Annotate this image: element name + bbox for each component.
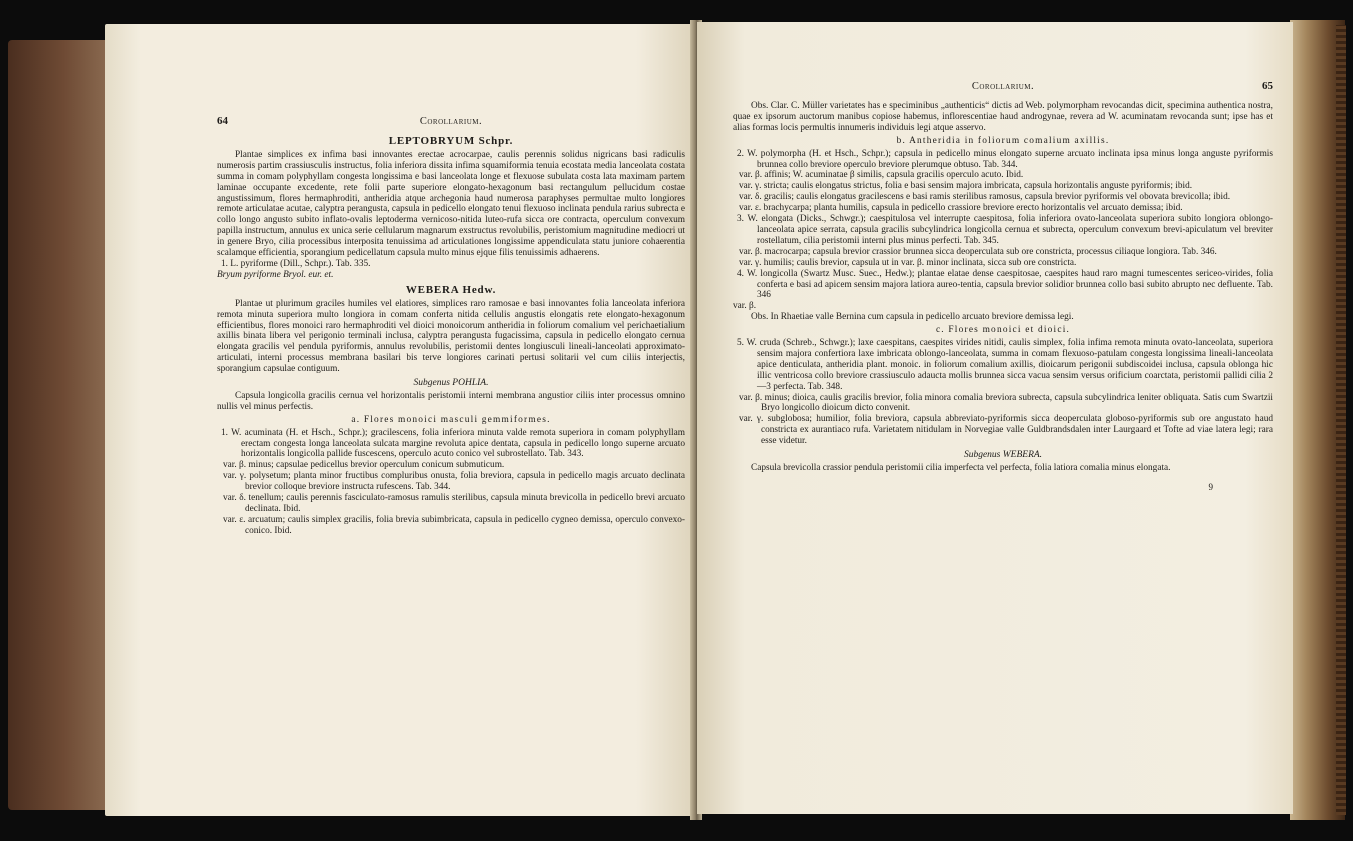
webera-description: Plantae ut plurimum graciles humiles vel elatiores, simplices raro ramosae e basi innovantes folia lanceolata inferiora remota minuta superiora multo longiora in comam conferta nitida cellulis angustis elongatis rete elongato-hexagonum efficientibus, flores monoici raro hermaphroditi vel dioici monoicorum antheridia in foliorum comalium vel perichaetialium axillis binata libera vel perigonio terminali inclusa, calyptra perangusta fugacissima, capsula in pedicello elongato cernua elongata gracilis vel pendula pyriformis, annulus revolubilis, peristomii dentes longiusculi lineali-lanceolati approximato-articulati, interni processus membrana basilari bis terve longiores carinati pertusi solitarii vel cum ciliis interjectis, sporangium capsulae contiguum. <box>217 298 685 375</box>
section-c-heading: c. Flores monoici et dioici. <box>935 325 1071 336</box>
left-page <box>105 24 695 816</box>
species-w-elongata: 3. W. elongata (Dicks., Schwgr.); caespitulosa vel interrupte caespitosa, folia inferiora ovato-lanceolata superiora subito longiora oblongo-lanceolata apice serrata, capsula gracilis subcylindrica longicolla cernua et subrecta, operculum convexum brevi-apiculatum vel breviter rostellatum, cilia peristomii interni plus minus perfecti. Tab. 345. <box>737 214 1273 246</box>
species-synonym: Bryum pyriforme Bryol. eur. et. <box>217 269 334 280</box>
variety-gamma-humilis: var. γ. humilis; caulis brevior, capsula ut in var. β. minor inclinata, sicca sub ore constricta. <box>739 257 1077 268</box>
webera-subgenus-description: Capsula brevicolla crassior pendula peristomii cilia imperfecta vel perfecta, folia latiora comalia minus elongata. <box>751 463 1171 473</box>
leptobryum-description: Plantae simplices ex infima basi innovantes erectae acrocarpae, caulis perennis solidus nigricans basi radiculis numerosis partim crassiusculis instructus, folia inferiora dissita infima squamiformia tenuia ecostata media lanceolata costata summa in comam polyphyllam congesta longissima e basi lanceolata longe et flexuose subulata costa lata maximam partem laminae occupante excedente, rete folii parte superiore elongato-hexagonum basi rectangulum pellucidum costae angustissimum, flores hermaphroditi, antheridia atque archegonia haud numerosa paraphyses permultae multo longiores remote articulatae acutae, calyptra perangusta, capsula in pedicello elongato tenui flexuoso inclinata pendula rarius subrecta e collo longo angusto subito inflato-ovalis leptoderma vernicoso-nitida luteo-rufa sicca ore contracta, operculum convexum papilla instructum, annulus ex unica serie cellularum magnarum exstructus revolubilis, peristomium magnitudine mediocri ut in genere Bryo, cilia processibus interposita tenuissima ad articulationes longissime appendiculata statu juniore cohaerentia scalamque efficientia, sporangium pedicellatum capsula multo minus ejque filis tenuissimis adhaerens. <box>217 149 685 259</box>
variety-beta-macrocarpa: var. β. macrocarpa; capsula brevior crassior brunnea sicca deoperculata sub ore constricta, processus ciliaque longiora. Tab. 346. <box>739 246 1217 257</box>
variety-delta-gracilis: var. δ. gracilis; caulis elongatus gracilescens e basi ramis sterilibus ramosus, capsula brevior pyriformis vel obovata brevicolla; ibid. <box>739 192 1231 203</box>
observation-bernina: Obs. In Rhaetiae valle Bernina cum capsula in pedicello arcuato breviore demissa legi. <box>751 312 1074 323</box>
variety-beta-minus: var. β. minus; capsulae pedicellus brevior operculum conicum submuticum. <box>223 460 505 471</box>
right-page-text <box>733 81 1273 493</box>
left-page-text <box>217 116 685 537</box>
species-w-polymorpha: 2. W. polymorpha (H. et Hsch., Schpr.); capsula in pedicello minus elongato superne arcuato inclinata ipsa minus longa anguste pyriformis brunnea collo breviore operculo breviore plerumque obtuso. Tab. 344. <box>737 148 1273 170</box>
variety-delta-tenellum: var. δ. tenellum; caulis perennis fasciculato-ramosus ramulis sterilibus, capsula minuta brevicolla in pedicello brevi arcuato declinata. Ibid. <box>223 493 685 514</box>
variety-beta-longicolla: var. β. <box>733 301 757 312</box>
right-running-head <box>733 81 1273 95</box>
species-w-longicolla: 4. W. longicolla (Swartz Musc. Suec., Hedw.); plantae elatae dense caespitosae, caespites haud raro magni tumescentes sericeo-virides, folia conferta e basi ad apicem sensim majora latiora aureo-tentia, capsula brevior solidior brunnea collo basi subito abrupto nec defluente. Tab. 346 <box>737 268 1273 301</box>
observation-muller: Obs. Clar. C. Müller varietates has e speciminibus „authenticis“ dictis ad Web. polymorpham revocandas dicit, specimina authentica nostra, quae ex ipsorum auctorum manibus copiose habemus, inflorescentiae haud androgynae, revera ad W. acuminatam revocanda sunt; ipse has et alias formas locis permultis innumeris individuis legi atque asservo. <box>733 101 1273 133</box>
variety-gamma-subglobosa: var. γ. subglobosa; humilior, folia breviora, capsula abbreviato-pyriformis sicca deoperculata globoso-pyriformis sub ore angustato haud constricta ex aurantiaco rufa. Varietatem nitidulam in Norvegiae valle Guldbrandsdalen inter Laurgaard et Tofte ad viae latera legi; rara esse videtur. <box>739 414 1273 447</box>
right-page <box>697 22 1293 814</box>
species-w-acuminata: 1. W. acuminata (H. et Hsch., Schpr.); gracilescens, folia inferiora minuta valde remota superiora in comam polyphyllam erectam congesta longa lanceolata sulcata margine revoluta apice dentata, capsula in pedicello longo superne arcuato horizontalis longicolla pallide fuscescens, operculo acuto conico vel subrostellato. Tab. 343. <box>221 427 685 460</box>
species-w-cruda: 5. W. cruda (Schreb., Schwgr.); laxe caespitans, caespites virides nitidi, caulis simplex, folia infima remota minuta ovato-lanceolata, superiora sensim majora confertiora laxe imbricata oblongo-lanceolata, summa in comam flexuoso-patulam congesta longissima lineali-lanceolata apice denticulata, antheridia plant. monoic. in foliorum comalium axillis, dioicarum perigonii subdiscoidei inclusa, capsula oblonga hic illic ventricosa collo breviore crassiusculo adaucta mollis brunnea sicca vacua sensim versus orificium coarctata, peristomii pallidi cilia 2—3 perfecta. Tab. 348. <box>737 338 1273 392</box>
subgenus-pohlia-heading: Subgenus POHLIA. <box>413 378 489 389</box>
left-cover-edge <box>8 40 108 810</box>
species-l-pyriforme: 1. L. pyriforme (Dill., Schpr.). Tab. 335. <box>221 258 371 269</box>
left-running-title: Corollarium. <box>419 116 483 127</box>
signature-mark: 9 <box>1208 481 1213 492</box>
variety-beta-affinis: var. β. affinis; W. acuminatae β similis, capsula gracilis operculo acuto. Ibid. <box>739 170 1024 181</box>
page-block-edge <box>1336 25 1346 815</box>
variety-gamma-polysetum: var. γ. polysetum; planta minor fructibus compluribus onusta, folia breviora, capsula in pedicello magis arcuato declinata brevior colloque breviore instructa rufescens. Tab. 344. <box>223 471 685 493</box>
right-page-number: 65 <box>1262 80 1273 92</box>
variety-epsilon-brachycarpa: var. ε. brachycarpa; planta humilis, capsula in pedicello crassiore breviore erecto horizontalis vel arcuato demissa; ibid. <box>739 203 1183 214</box>
left-running-head <box>217 116 685 130</box>
right-running-title: Corollarium. <box>971 81 1035 92</box>
variety-beta-minus-cruda: var. β. minus; dioica, caulis gracilis brevior, folia minora comalia breviora subrecta, capsula subcylindrica leniter obliquata. Satis cum Swartzii Bryo longicollo dioicum dicto convenit. <box>739 392 1273 414</box>
genus-heading-leptobryum: LEPTOBRYUM Schpr. <box>388 135 514 147</box>
variety-epsilon-arcuatum: var. ε. arcuatum; caulis simplex gracilis, folia brevia subimbricata, capsula in pedicello cygneo demissa, operculo convexo-conico. Ibid. <box>223 514 685 536</box>
section-a-heading: a. Flores monoici masculi gemmiformes. <box>351 414 551 425</box>
left-page-number: 64 <box>217 115 228 127</box>
subgenus-webera-heading: Subgenus WEBERA. <box>963 450 1043 461</box>
genus-heading-webera: WEBERA Hedw. <box>405 283 497 296</box>
pohlia-description: Capsula longicolla gracilis cernua vel horizontalis peristomii interni membrana angustior ciliis inter processus omnino nullis vel minus perfectis. <box>217 390 685 412</box>
section-b-heading: b. Antheridia in foliorum comalium axillis. <box>896 135 1110 146</box>
variety-gamma-stricta: var. γ. stricta; caulis elongatus strictus, folia e basi sensim majora imbricata, capsula horizontalis anguste pyriformis; ibid. <box>739 181 1193 192</box>
